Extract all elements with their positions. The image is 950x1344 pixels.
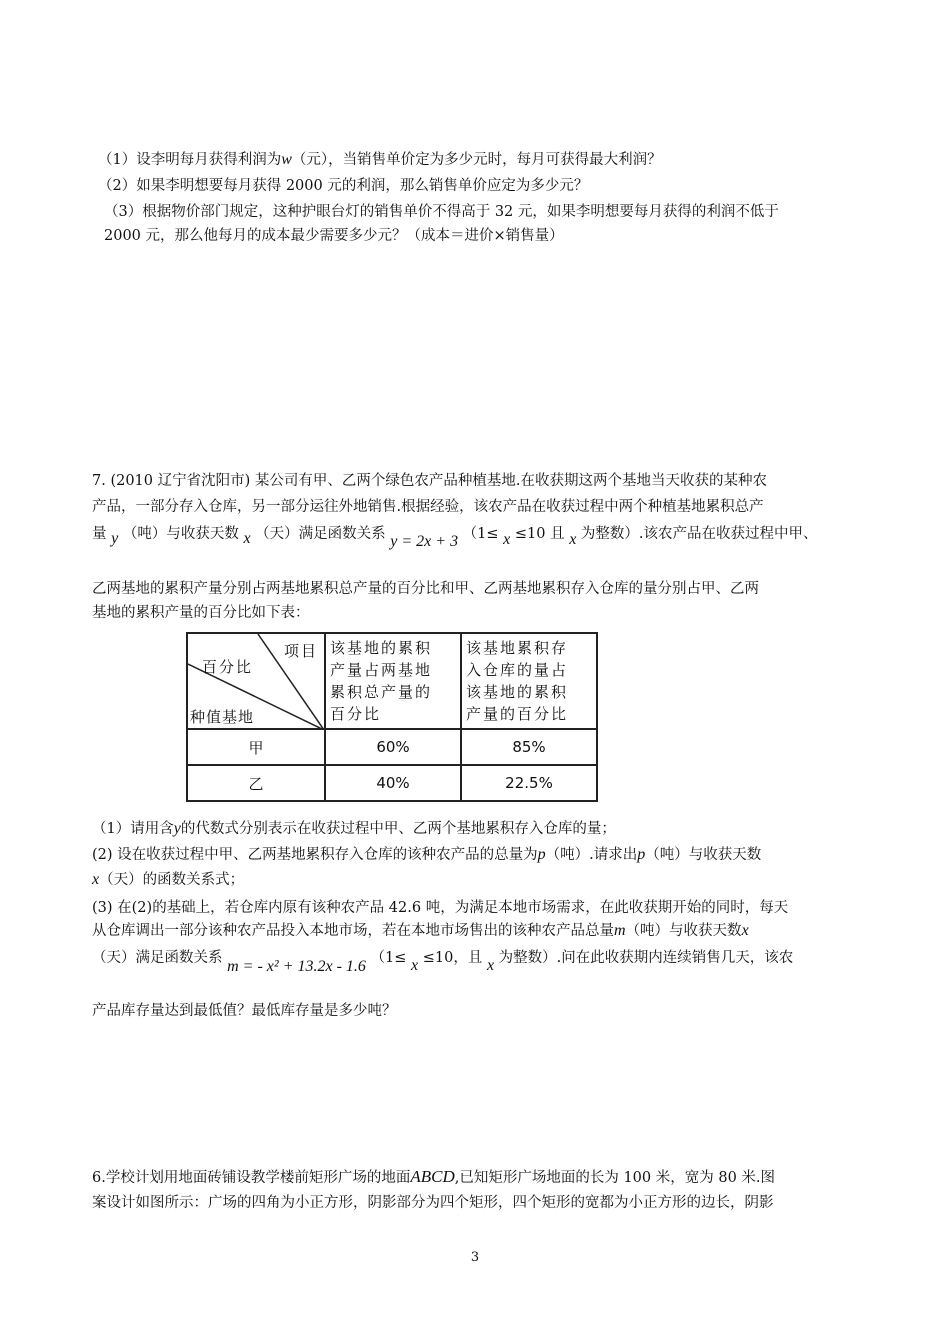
q-profit-part3-line2: 2000 元，那么他每月的成本最少需要多少元？（成本＝进价×销售量） bbox=[104, 228, 564, 244]
q7-line1: 7. (2010 辽宁省沈阳市) 某公司有甲、乙两个绿色农产品种植基地.在收获期这两个基地当天收获的某种农 bbox=[92, 473, 767, 489]
row-name-yi: 乙 bbox=[187, 765, 325, 801]
q7-sub3-line2: 从仓库调出一部分该种农产品投入本地市场，若在本地市场售出的该种农产品总量m（吨）与收获天数x bbox=[92, 922, 749, 939]
q7-sub3-line4: 产品库存量达到最低值？最低库存量是多少吨？ bbox=[92, 1003, 397, 1019]
header-percentage: 百分比 bbox=[202, 658, 254, 676]
q-profit-part2: （2）如果李明想要每月获得 2000 元的利润，那么销售单价应定为多少元？ bbox=[98, 178, 589, 194]
q7-sub1: （1）请用含y的代数式分别表示在收获过程中甲、乙两个基地累积存入仓库的量； bbox=[92, 820, 616, 837]
cell-value: 40% bbox=[325, 765, 461, 801]
cell-value: 85% bbox=[461, 729, 597, 765]
formula-y: y = 2x + 3 bbox=[390, 533, 459, 550]
q6-line1: 6.学校计划用地面砖铺设教学楼前矩形广场的地面ABCD,已知矩形广场地面的长为 100 米，宽为 80 米.图 bbox=[92, 1167, 776, 1186]
q7-line5: 基地的累积产量的百分比如下表： bbox=[92, 605, 310, 621]
page-number: 3 bbox=[470, 1250, 480, 1265]
table-diagonal-header bbox=[187, 633, 325, 729]
q-profit-part3-line1: （3）根据物价部门规定，这种护眼台灯的销售单价不得高于 32 元，如果李明想要每月获得的利润不低于 bbox=[104, 204, 779, 220]
table-row bbox=[187, 765, 597, 801]
table-row bbox=[187, 729, 597, 765]
formula-m: m = - x² + 13.2x - 1.6 bbox=[227, 958, 366, 975]
percentage-table bbox=[186, 632, 598, 802]
q7-line2: 产品，一部分存入仓库，另一部分运往外地销售.根据经验，该农产品在收获过程中两个种植基地累积总产 bbox=[92, 499, 764, 515]
row-name-jia: 甲 bbox=[187, 729, 325, 765]
q-profit-part1: （1）设李明每月获得利润为w（元），当销售单价定为多少元时，每月可获得最大利润？ bbox=[98, 151, 662, 168]
q7-line3: 量 y （吨）与收获天数 x （天）满足函数关系 y = 2x + 3 （1≤ x ≤10 且 x 为整数）.该农产品在收获过程中甲、 bbox=[92, 526, 818, 550]
header-base: 种值基地 bbox=[190, 708, 255, 726]
q7-sub3-line1: (3) 在(2)的基础上，若仓库内原有该种农产品 42.6 吨，为满足本地市场需求，在此收获期开始的同时，每天 bbox=[92, 900, 789, 916]
q7-line4: 乙两基地的累积产量分别占两基地累积总产量的百分比和甲、乙两基地累积存入仓库的量分别占甲、乙两 bbox=[92, 581, 759, 597]
q7-sub2-line1: (2) 设在收获过程中甲、乙两基地累积存入仓库的该种农产品的总量为p（吨）.请求出p（吨）与收获天数 bbox=[92, 846, 762, 863]
cell-value: 22.5% bbox=[461, 765, 597, 801]
header-project: 项目 bbox=[283, 642, 318, 660]
q7-sub3-line3: （天）满足函数关系 m = - x² + 13.2x - 1.6 （1≤ x ≤10，且 x 为整数）.问在此收获期内连续销售几天，该农 bbox=[92, 950, 794, 975]
header-col1: 该基地的累积 产量占两基地 累积总产量的 百分比 bbox=[325, 633, 461, 729]
q6-line2: 案设计如图所示：广场的四角为小正方形，阴影部分为四个矩形，四个矩形的宽都为小正方形的边长，阴影 bbox=[92, 1195, 774, 1211]
q7-sub2-line2: x（天）的函数关系式； bbox=[92, 871, 245, 888]
cell-value: 60% bbox=[325, 729, 461, 765]
header-col2: 该基地累积存 入仓库的量占 该基地的累积 产量的百分比 bbox=[461, 633, 597, 729]
